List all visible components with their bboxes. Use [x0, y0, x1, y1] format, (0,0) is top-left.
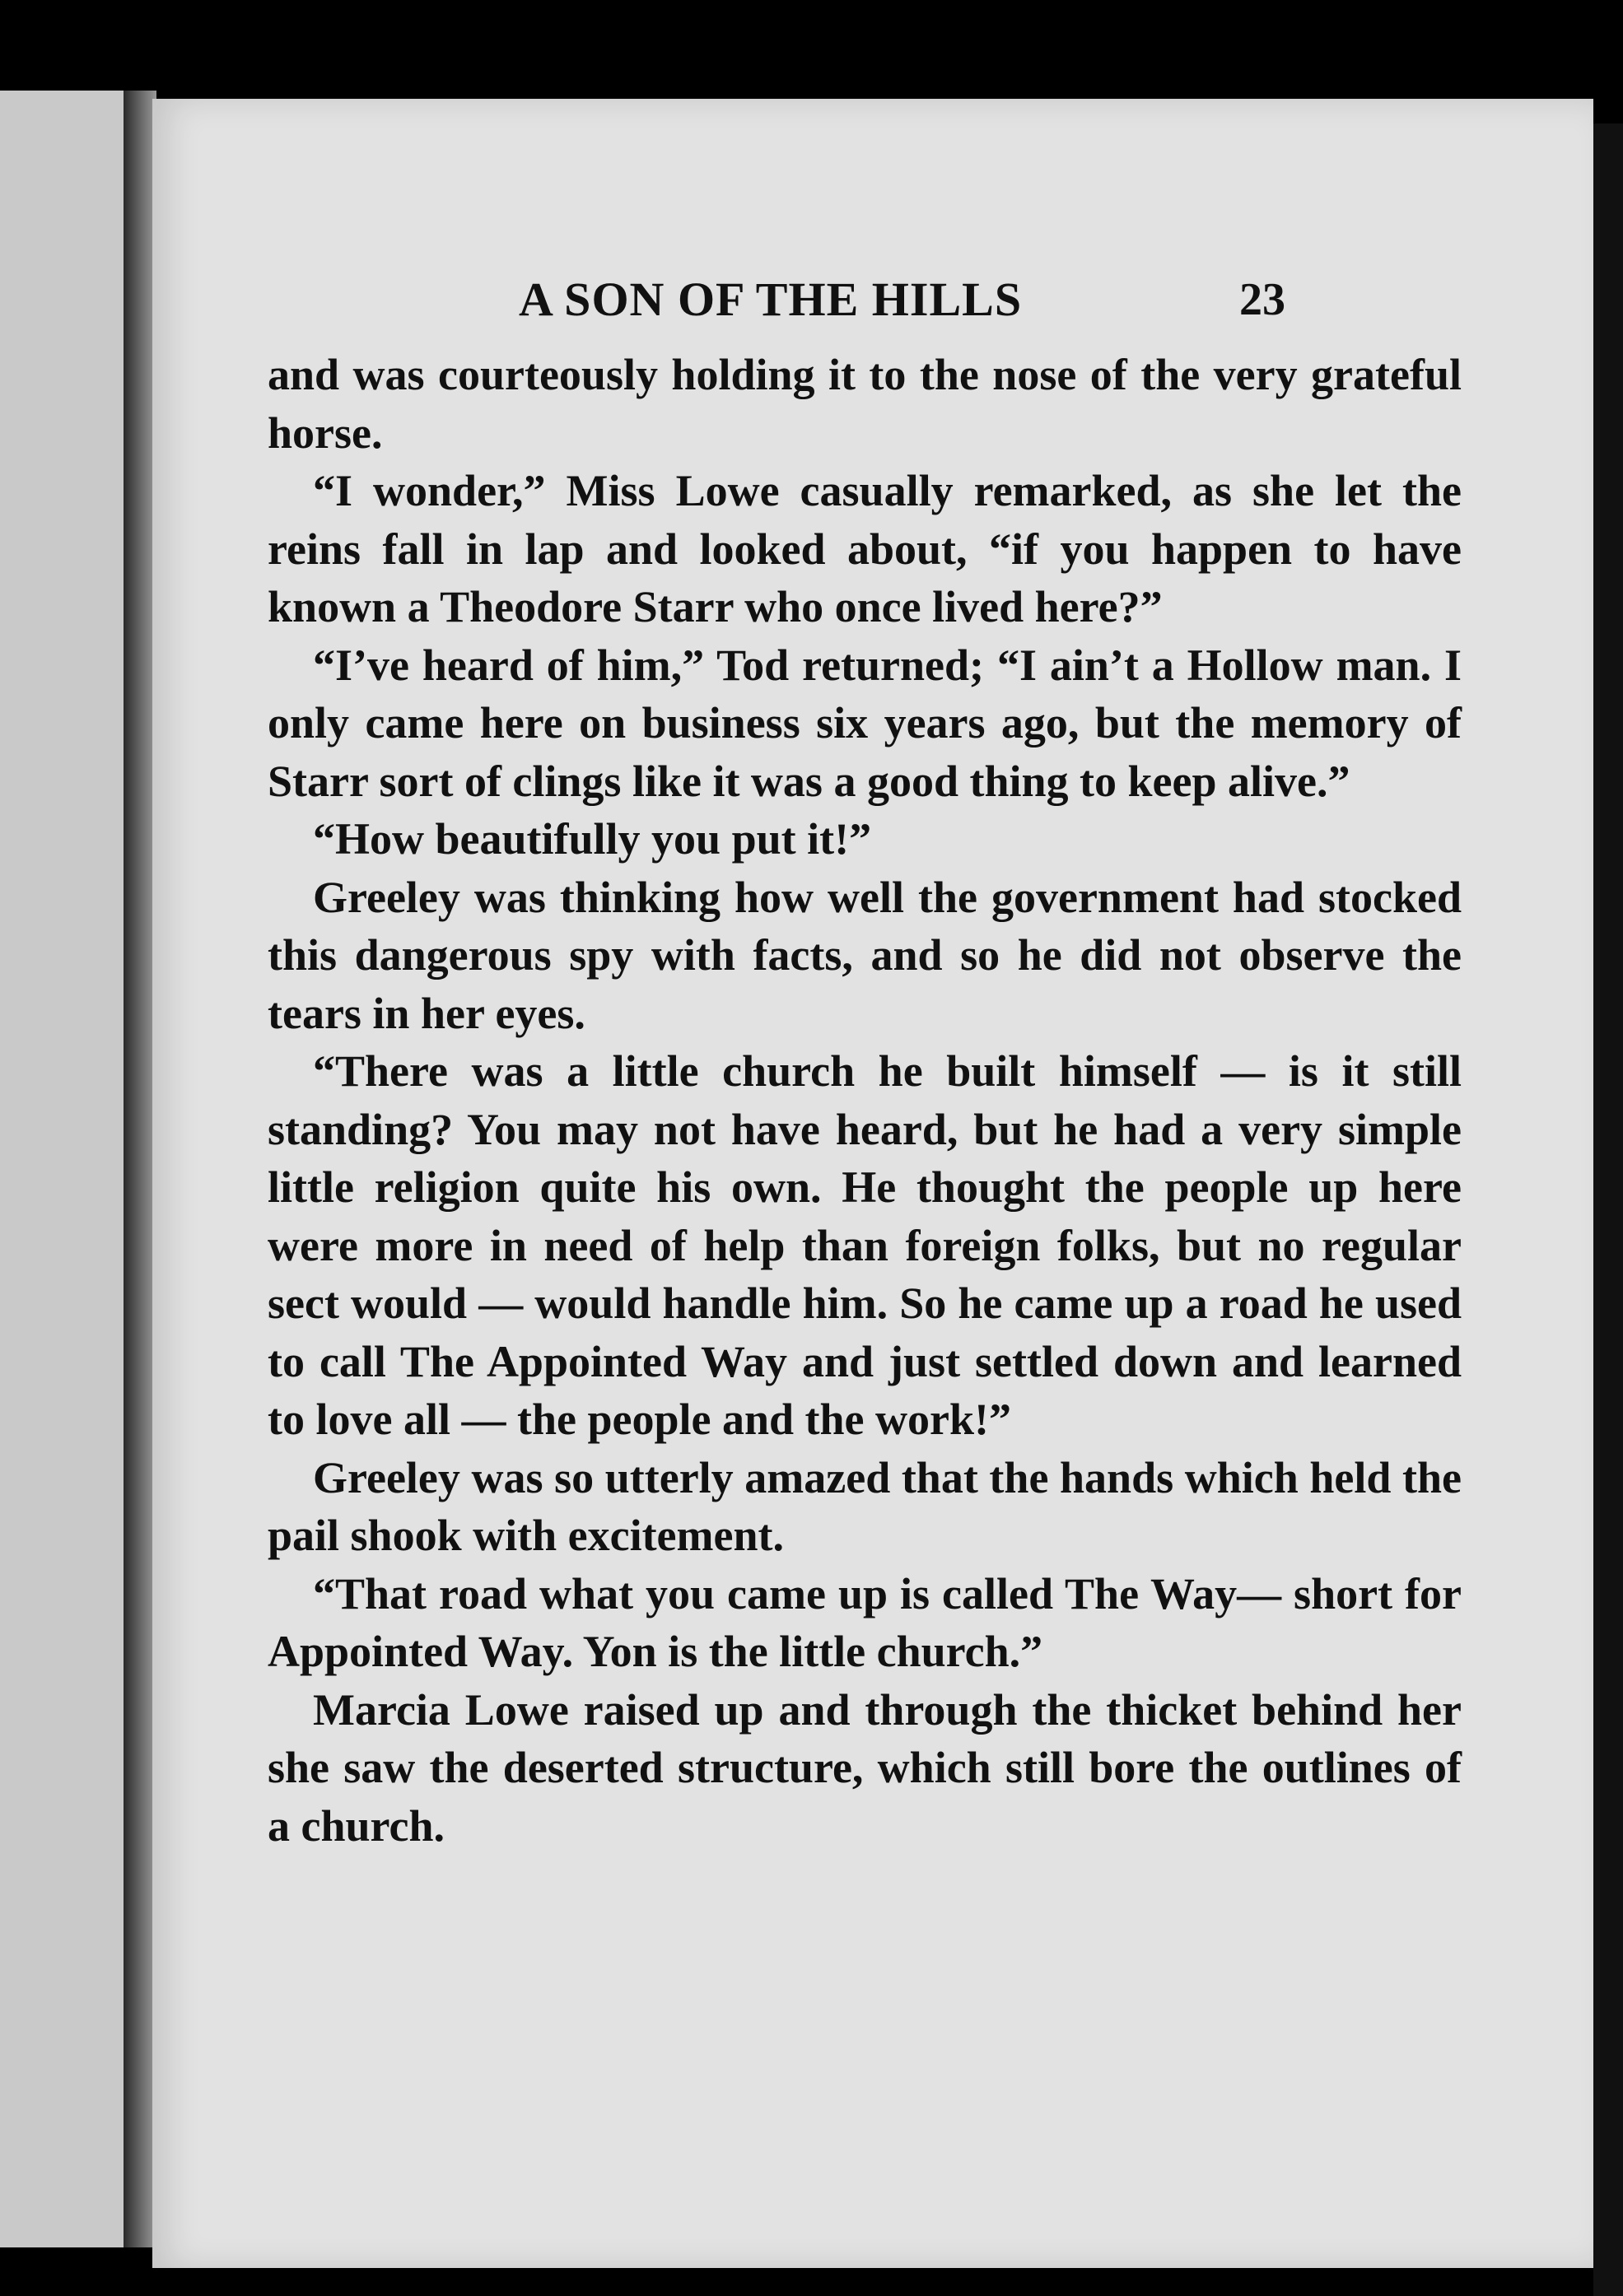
paragraph: “That road what you came up is called The Way— short for Appointed Way. Yon is the little church.” — [268, 1568, 1462, 1676]
paragraph: “How beautifully you put it!” — [313, 814, 872, 864]
paragraph: and was courteously holding it to the nose of the very grateful horse. — [268, 350, 1462, 458]
page-header — [152, 272, 1593, 338]
page-edge-shadow — [1593, 123, 1623, 2296]
body-text — [268, 346, 1462, 1855]
paragraph: “I’ve heard of him,” Tod returned; “I ain’t a Hollow man. I only came here on business six years ago, but the memory of Starr sort of clings like it was a good thing to keep alive.” — [268, 640, 1462, 806]
page-number: 23 — [1239, 274, 1285, 325]
running-title: A SON OF THE HILLS — [519, 272, 1023, 326]
book-spine — [124, 91, 156, 2247]
book-page — [152, 99, 1593, 2268]
paragraph: Greeley was so utterly amazed that the hands which held the pail shook with excitement. — [268, 1452, 1462, 1560]
paragraph: Greeley was thinking how well the government had stocked this dangerous spy with facts, and so he did not observe the tears in her eyes. — [268, 872, 1462, 1038]
paragraph: Marcia Lowe raised up and through the thicket behind her she saw the deserted structure, which still bore the outlines of a church. — [268, 1684, 1462, 1851]
paragraph: “I wonder,” Miss Lowe casually remarked, as she let the reins fall in lap and looked about, “if you happen to have known a Theodore Starr who once lived here?” — [268, 466, 1462, 631]
paragraph: “There was a little church he built himself — is it still standing? You may not have heard, but he had a very simple little religion quite his own. He thought the people up here were more in need of help than foreign folks, but no regular sect would — would handle him. So he came up a road he used to call The Appointed Way and just settled down and learned to love all — the people and the work!” — [268, 1046, 1462, 1444]
